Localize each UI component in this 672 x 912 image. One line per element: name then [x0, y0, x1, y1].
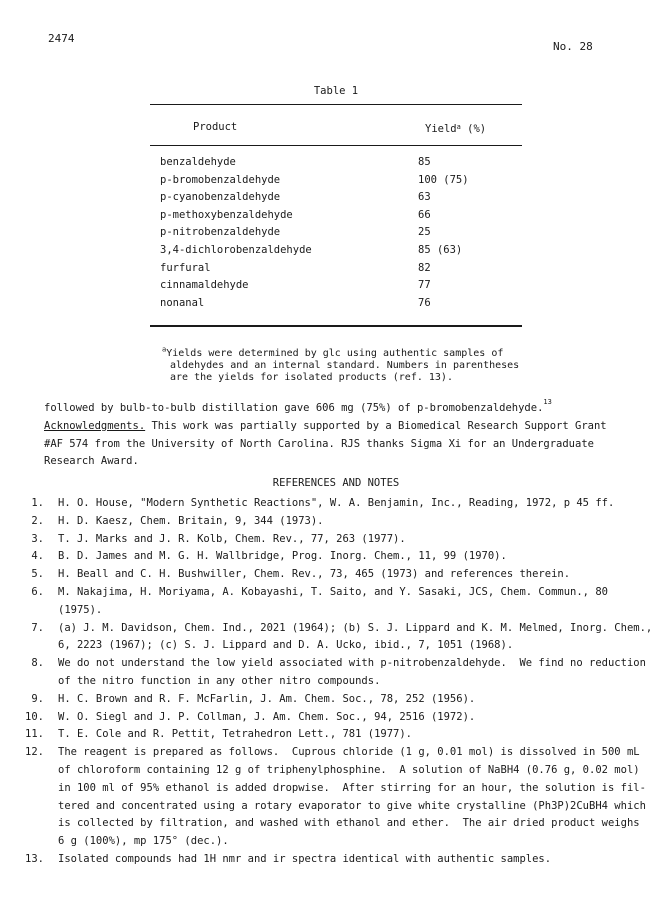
reference-item [20, 513, 660, 531]
reference-number: 6. [31, 585, 44, 598]
acknowledgments [44, 418, 644, 471]
followed-text: followed by bulb-to-bulb distillation gave 606 mg (75%) of p-bromobenzaldehyde. [44, 402, 544, 414]
cell-yield: 63 [418, 191, 431, 204]
cell-product: nonanal [160, 296, 205, 309]
cell-product: p-methoxybenzaldehyde [160, 208, 293, 221]
reference-text: M. Nakajima, H. Moriyama, A. Kobayashi, T. Saito, and Y. Sasaki, JCS, Chem. Commun., 80 (1975). [58, 585, 615, 616]
reference-number: 10. [25, 710, 44, 723]
reference-item [20, 495, 660, 513]
reference-text: T. J. Marks and J. R. Kolb, Chem. Rev., 77, 263 (1977). [58, 532, 406, 545]
reference-item [20, 744, 660, 851]
footnote-marker: a [162, 346, 167, 354]
table-top-rule [150, 104, 522, 105]
reference-item [20, 709, 660, 727]
reference-number: 4. [31, 550, 44, 563]
reference-item [20, 726, 660, 744]
reference-item [20, 531, 660, 549]
reference-text: Isolated compounds had 1H nmr and ir spectra identical with authentic samples. [58, 852, 552, 865]
reference-number: 11. [25, 728, 44, 741]
reference-text: The reagent is prepared as follows. Cuprous chloride (1 g, 0.01 mol) is dissolved in 500 mL of chloroform containing 12 g of triphenylphosphine. A solution of NaBH4 (0.76 g, 0.02 mol) in 100 ml of 95% ethanol is added dropwise. After stirring for an hour, the solution is fil- tered and concentrated using a rotary evaporator to give white crystalline (Ph3P)2CuBH4 which is collected by filtration, and washed with ethanol and ether. The air dried product weighs 6 g (100%), mp 175° (dec.). [58, 746, 646, 848]
table-row [160, 207, 520, 225]
column-header-product: Product [193, 121, 238, 133]
reference-number: 12. [25, 746, 44, 759]
references-title: REFERENCES AND NOTES [272, 477, 400, 489]
cell-product: 3,4-dichlorobenzaldehyde [160, 243, 312, 256]
table-row [160, 295, 520, 313]
reference-number: 2. [31, 514, 44, 527]
cell-yield: 25 [418, 226, 431, 239]
cell-yield: 82 [418, 261, 431, 274]
reference-item [20, 566, 660, 584]
ack-line-2: #AF 574 from the University of North Carolina. RJS thanks Sigma Xi for an Undergraduate [44, 437, 594, 450]
reference-number: 7. [31, 621, 44, 634]
cell-yield: 85 (63) [418, 243, 463, 256]
cell-yield: 66 [418, 208, 431, 221]
reference-number: 9. [31, 692, 44, 705]
issue-number: No. 28 [553, 40, 593, 53]
table-row [160, 242, 520, 260]
page-number: 2474 [48, 32, 75, 45]
cell-product: benzaldehyde [160, 156, 236, 168]
reference-text: H. Beall and C. H. Bushwiller, Chem. Rev., 73, 465 (1973) and references therein. [58, 568, 571, 581]
table-row [160, 260, 520, 278]
reference-number: 13. [25, 852, 44, 865]
cell-product: cinnamaldehyde [160, 279, 249, 292]
reference-item [20, 851, 660, 869]
reference-item [20, 548, 660, 566]
cell-yield: 85 [418, 156, 431, 168]
reference-number: 1. [31, 497, 44, 509]
cell-product: p-cyanobenzaldehyde [160, 191, 281, 204]
body-paragraph-followed [44, 394, 644, 417]
reference-text: H. D. Kaesz, Chem. Britain, 9, 344 (1973). [58, 514, 324, 527]
reference-text: (a) J. M. Davidson, Chem. Ind., 2021 (1964); (b) S. J. Lippard and K. M. Melmed, Inorg. Chem., 6, 2223 (1967); (c) S. J. Lippard and D. A. Ucko, ibid., 7, 1051 (1968). [58, 621, 653, 652]
reference-text: H. O. House, "Modern Synthetic Reactions", W. A. Benjamin, Inc., Reading, 1972, p 45 ff. [58, 497, 615, 509]
cell-product: p-nitrobenzaldehyde [160, 226, 281, 239]
reference-number: 8. [31, 657, 44, 670]
reference-item [20, 620, 660, 656]
reference-item [20, 691, 660, 709]
table-body [160, 154, 520, 312]
table-bottom-rule [150, 325, 522, 327]
table-footnote [162, 344, 522, 384]
cell-yield: 76 [418, 296, 431, 309]
table-row [160, 154, 520, 172]
footnote-line-1 [162, 348, 503, 359]
table-row [160, 172, 520, 190]
reference-item [20, 584, 660, 620]
table-title: Table 1 [313, 85, 359, 97]
reference-text: H. C. Brown and R. F. McFarlin, J. Am. Chem. Soc., 78, 252 (1956). [58, 692, 476, 705]
references-list [20, 495, 660, 869]
reference-number: 5. [31, 568, 44, 581]
reference-text: T. E. Cole and R. Pettit, Tetrahedron Lett., 781 (1977). [58, 728, 413, 741]
footnote-line-3: are the yields for isolated products (ref. 13). [170, 372, 453, 384]
reference-text: We do not understand the low yield associated with p-nitrobenzaldehyde. We find no reduction of the nitro function in any other nitro compounds. [58, 657, 646, 687]
table-row [160, 224, 520, 242]
reference-number: 3. [31, 532, 44, 545]
ack-line-3: Research Award. [44, 455, 139, 467]
cell-yield: 77 [418, 279, 431, 292]
followed-citation: 13 [543, 398, 552, 406]
reference-text: B. D. James and M. G. H. Wallbridge, Prog. Inorg. Chem., 11, 99 (1970). [58, 550, 507, 563]
reference-text: W. O. Siegl and J. P. Collman, J. Am. Chem. Soc., 94, 2516 (1972). [58, 710, 476, 723]
yield-label: Yield [425, 123, 457, 135]
reference-item [20, 655, 660, 691]
yield-footnote-marker: a [456, 123, 461, 131]
footnote-line-2: aldehydes and an internal standard. Numbers in parentheses [170, 360, 520, 372]
yield-unit: (%) [460, 123, 487, 135]
ack-line-1-text: This work was partially supported by a Biomedical Research Support Grant [145, 420, 607, 432]
ack-heading: Acknowledgments. [44, 420, 146, 432]
table-row [160, 277, 520, 295]
cell-product: furfural [160, 261, 211, 274]
column-header-yield [425, 119, 486, 138]
table-row [160, 189, 520, 207]
footnote-line-1-text: Yields were determined by glc using authentic samples of [166, 348, 504, 360]
cell-yield: 100 (75) [418, 173, 469, 186]
ack-line-1 [44, 418, 644, 436]
cell-product: p-bromobenzaldehyde [160, 173, 281, 186]
table-header-rule [150, 145, 522, 146]
